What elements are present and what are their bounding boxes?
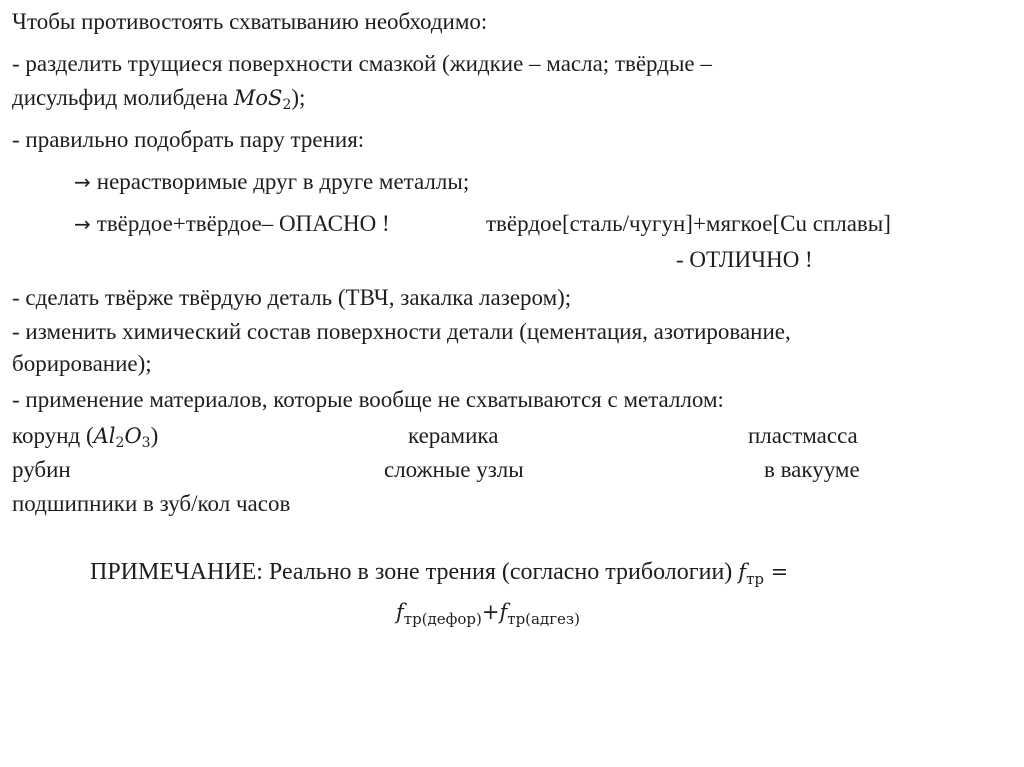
formula-f-adgez: f	[499, 600, 508, 624]
item-materials-text: - применение материалов, которые вообще не схватываются с металлом:	[12, 387, 724, 412]
item-harden	[12, 284, 571, 312]
material-plastic-text: пластмасса	[748, 423, 858, 448]
item-chemistry-text: - изменить химический состав поверхности детали (цементация, азотирование,	[12, 319, 791, 344]
formula-ftr	[738, 560, 789, 588]
subitem-insoluble-text: нерастворимые друг в друге металлы;	[96, 169, 470, 194]
material-corundum-text: корунд (	[12, 423, 94, 448]
material-vacuum	[764, 456, 860, 484]
heading	[12, 8, 487, 36]
item-lubrication-line2	[12, 84, 305, 112]
item-friction-pair	[12, 126, 364, 154]
formula-o: O	[124, 424, 142, 448]
note-line1	[90, 558, 788, 586]
material-ruby-text: рубин	[12, 457, 71, 482]
material-corundum-end: )	[150, 423, 159, 448]
formula-f-sub-tr: тр	[746, 570, 764, 588]
formula-al2o3	[93, 424, 151, 451]
material-plastic	[748, 422, 858, 450]
material-corundum	[12, 422, 158, 450]
formula-f-defor: f	[396, 600, 404, 624]
subitem-excellent	[676, 246, 813, 274]
formula-sub-defor: тр(дефор)	[403, 610, 482, 628]
material-ceramics-text: керамика	[408, 423, 499, 448]
material-vacuum-text: в вакууме	[764, 457, 860, 482]
formula-equals: =	[763, 560, 789, 584]
formula-sub-adgez: тр(адгез)	[507, 610, 580, 628]
formula-al-sub: 2	[115, 435, 125, 451]
material-bearings	[12, 490, 290, 518]
note-text: ПРИМЕЧАНИЕ: Реально в зоне трения (согласно трибологии)	[90, 559, 739, 585]
item-friction-pair-text: - правильно подобрать пару трения:	[12, 127, 365, 152]
formula-al: Al	[93, 424, 116, 448]
subitem-hard-soft	[486, 210, 891, 238]
formula-plus: +	[481, 600, 500, 624]
arrow-right-icon: →	[74, 170, 91, 194]
item-lubrication-text: - разделить трущиеся поверхности смазкой (жидкие – масла; твёрдые –	[12, 51, 712, 76]
item-harden-text: - сделать твёрже твёрдую деталь (ТВЧ, закалка лазером);	[12, 285, 572, 310]
formula-f: f	[738, 560, 747, 584]
item-lubrication-end: );	[291, 85, 306, 110]
arrow-right-icon: →	[74, 212, 91, 236]
material-ruby	[12, 456, 71, 484]
formula-mos2	[233, 86, 292, 113]
subitem-hard-hard	[74, 210, 390, 238]
formula-mos: MoS	[233, 86, 283, 110]
item-lubrication-text-2: дисульфид молибдена	[12, 85, 234, 110]
item-chemistry-line1	[12, 318, 791, 346]
item-materials	[12, 386, 724, 414]
material-bearings-text: подшипники в зуб/кол часов	[12, 491, 291, 516]
item-chemistry-line2	[12, 350, 152, 378]
formula-mos-sub: 2	[282, 97, 292, 113]
material-ceramics	[408, 422, 498, 450]
item-chemistry-text-2: борирование);	[12, 351, 152, 376]
subitem-excellent-text: - ОТЛИЧНО !	[676, 247, 813, 272]
heading-text: Чтобы противостоять схватыванию необходимо:	[12, 9, 488, 34]
subitem-hard-hard-text: твёрдое+твёрдое– ОПАСНО !	[96, 211, 390, 236]
item-lubrication-line1	[12, 50, 712, 78]
subitem-hard-soft-text: твёрдое[сталь/чугун]+мягкое[Cu сплавы]	[486, 211, 891, 236]
formula-o-sub: 3	[141, 435, 151, 451]
material-complex-units-text: сложные узлы	[384, 457, 524, 482]
subitem-insoluble	[74, 168, 469, 196]
note-line2	[396, 598, 580, 626]
material-complex-units	[384, 456, 524, 484]
